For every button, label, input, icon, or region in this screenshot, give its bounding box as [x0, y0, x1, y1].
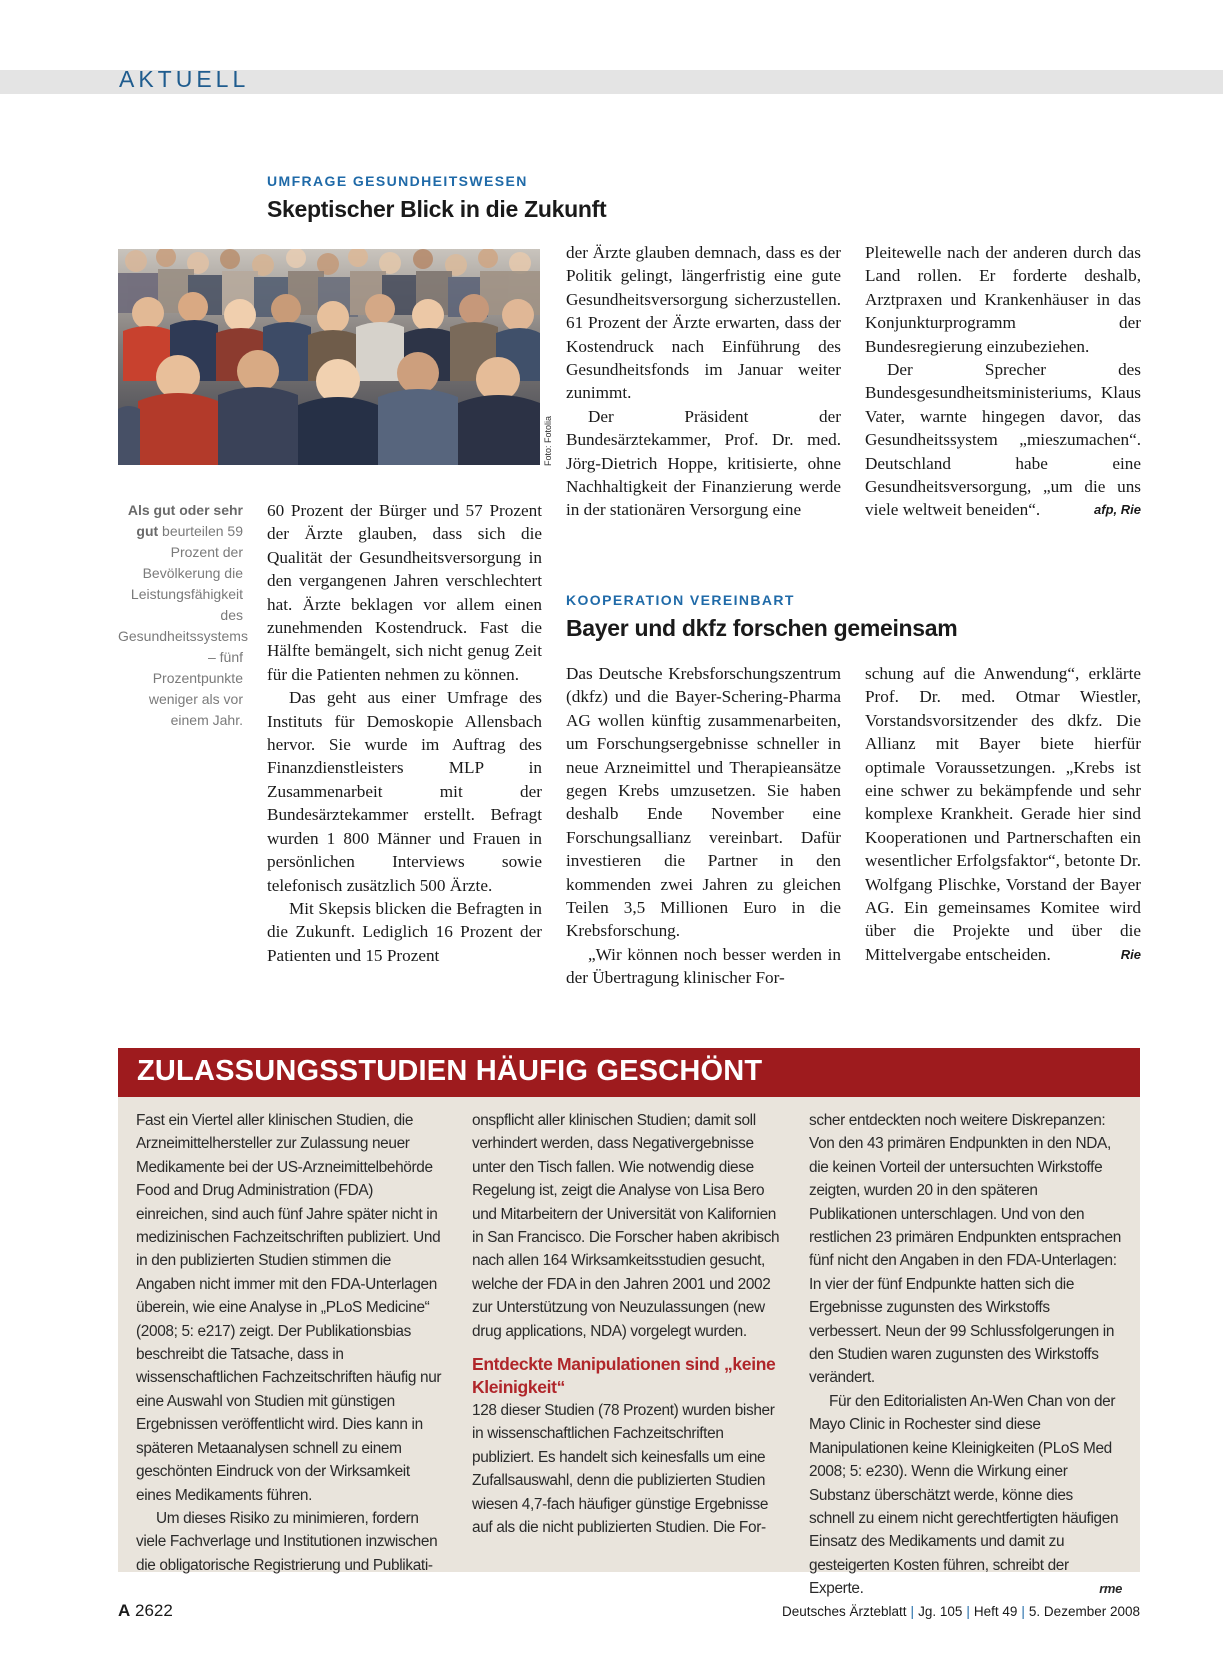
- info-box-paragraph: Um dieses Risiko zu minimieren, fordern viele Fachverlage und Institutionen inzwischen die obligatorische Registrierung und Publikati-: [136, 1509, 438, 1574]
- article1-column-2: [566, 241, 841, 522]
- info-box-paragraph: scher entdeckten noch weitere Diskrepanzen: Von den 43 primären Endpunkten in den NDA, die keinen Vorteil der untersuchten Wirkstoffe zeigten, wurden 20 in den späteren Publikationen unterschlagen. Und von den restlichen 23 primären Endpunkten entsprachen fünf nicht den Angaben in den FDA-Unterlagen: In vier der fünf Endpunkte hatten sich die Ergebnisse zugunsten des Wirkstoffs verbessert. Neun der 99 Schlussfolgerungen in den Studien waren zugunsten des Wirkstoffs verändert.: [809, 1112, 1121, 1387]
- article1-paragraph: Das geht aus einer Umfrage des Instituts für Demoskopie Allensbach hervor. Sie wurde im Auftrag des Finanzdienstleisters MLP in Zusammenarbeit mit der Bundesärztekammer erstellt. Befragt wurden 1 800 Männer und Frauen in persönlichen Interviews sowie telefonisch zusätzlich 500 Ärzte.: [267, 688, 542, 895]
- article1-paragraph: Der Präsident der Bundesärztekammer, Prof. Dr. med. Jörg-Dietrich Hoppe, kritisierte, ohne Nachhaltigkeit der Finanzierung werde in der stationären Versorgung eine: [566, 406, 841, 520]
- page-prefix: A: [118, 1601, 131, 1620]
- photo-caption: [118, 500, 248, 731]
- article1-paragraph: Pleitewelle nach der anderen durch das Land rollen. Er forderte deshalb, Arztpraxen und Krankenhäuser in das Konjunkturprogramm der Bundesregierung einzubeziehen.: [865, 243, 1141, 356]
- info-box-paragraph: onspflicht aller klinischen Studien; damit soll verhindert werden, dass Negativergebnisse unter den Tisch fallen. Wie notwendig diese Regelung ist, zeigt die Analyse von Lisa Bero und Mitarbeitern der Universität von Kalifornien in San Francisco. Die Forscher haben akribisch nach allen 164 Wirksamkeitsstudien gesucht, welche der FDA in den Jahren 2001 und 2002 zur Unterstützung von Neuzulassungen (new drug applications, NDA) vorgelegt wurden.: [472, 1112, 780, 1340]
- article1-column-1: [267, 499, 542, 967]
- article1-paragraph: der Ärzte glauben demnach, dass es der Politik gelingt, längerfristig eine gute Gesundheitsversorgung sicherzustellen. 61 Prozent der Ärzte erwarten, dass der Kostendruck nach Einführung des Gesundheitsfonds im Januar weiter zunimmt.: [566, 243, 841, 403]
- crowd-photo-image: [118, 249, 540, 465]
- photo-credit: [541, 415, 555, 466]
- separator: |: [1021, 1604, 1025, 1619]
- article2-column-2: [865, 662, 1141, 966]
- crowd-photo: [118, 249, 540, 465]
- separator: |: [966, 1604, 970, 1619]
- article2-paragraph-text: schung auf die Anwendung“, erklärte Prof. Dr. med. Otmar Wiestler, Vorstandsvorsitzender des dkfz. Die Allianz mit Bayer biete hierfür optimale Voraussetzungen. „Krebs ist eine schwer zu bekämpfende und sehr komplexe Krankheit. Gerade hier sind Kooperationen und Partnerschaften ein wesentlicher Erfolgsfaktor“, betonte Dr. Wolfgang Plischke, Vorstand der Bayer AG. Ein gemeinsames Komitee wird über die Projekte und über die Mittelvergabe entscheiden.: [865, 664, 1141, 964]
- info-box-signature: rme: [1099, 1581, 1122, 1597]
- page-number: [118, 1601, 173, 1621]
- article2-title: Bayer und dkfz forschen gemeinsam: [566, 615, 958, 641]
- info-box-paragraph: 128 dieser Studien (78 Prozent) wurden bisher in wissenschaftlichen Fachzeitschriften publiziert. Es handelt sich keinesfalls um eine Zufallsauswahl, denn die publizierten Studien wiesen 4,7-fach häufiger günstige Ergebnisse auf als die nicht publizierten Studien. Die For-: [472, 1402, 775, 1537]
- journal-name: Deutsches Ärzteblatt: [781, 1604, 907, 1619]
- journal-info: [782, 1604, 1140, 1619]
- article2-column-1: [566, 662, 841, 990]
- info-box-column-2: [472, 1109, 781, 1540]
- article1-paragraph: Mit Skepsis blicken die Befragten in die Zukunft. Lediglich 16 Prozent der Patienten und 15 Prozent: [267, 898, 542, 965]
- photo-credit-text: Foto: Fotolia: [543, 415, 553, 466]
- article1-paragraph: 60 Prozent der Bürger und 57 Prozent der Ärzte glauben, dass sich die Qualität der Gesundheitsversorgung in den vergangenen Jahren verschlechtert hat. Ärzte beklagen vor allem einen zunehmenden Kostendruck. Fast die Hälfte bemängelt, sich nicht genug Zeit für die Patienten nehmen zu können.: [267, 501, 542, 684]
- article1-signature: afp, Rie: [1094, 502, 1141, 518]
- info-box-paragraph: Fast ein Viertel aller klinischen Studien, die Arzneimittelhersteller zur Zulassung neuer Medikamente bei der US-Arzneimittelbehörde Food and Drug Administration (FDA) einreichen, sind auch fünf Jahre später nicht in medizinischen Fachzeitschriften publiziert. Und in den publizierten Studien stimmen die Angaben nicht immer mit den FDA-Unterlagen überein, wie eine Analyse in „PLoS Medicine“ (2008; 5: e217) zeigt. Der Publikationsbias beschreibt die Tatsache, dass in wissenschaftlichen Fachzeitschriften häufig nur eine Auswahl von Studien mit günstigen Ergebnissen veröffentlicht wird. Dies kann in späteren Metaanalysen schnell zu einem geschönten Eindruck von der Wirksamkeit eines Medikaments führen.: [136, 1112, 442, 1504]
- info-box-column-1: [136, 1109, 445, 1577]
- article2-paragraph: [865, 662, 1141, 966]
- separator: |: [910, 1604, 915, 1619]
- info-box-paragraph: [809, 1390, 1122, 1601]
- journal-volume: Jg. 105: [918, 1604, 963, 1619]
- caption-bold: Als gut oder sehr gut: [127, 502, 243, 539]
- article1-column-3: [865, 241, 1141, 522]
- section-label: AKTUELL: [119, 66, 250, 92]
- article1-title: Skeptischer Blick in die Zukunft: [267, 196, 607, 222]
- journal-issue: Heft 49: [973, 1604, 1018, 1619]
- info-box-subhead: Entdeckte Manipulationen sind „keine Kleinigkeit“: [472, 1354, 776, 1398]
- caption-text: beurteilen 59 Prozent der Bevölkerung die Leistungsfähigkeit des Gesundheitssystems – fünf Prozentpunkte weniger als vor einem Jahr.: [118, 523, 248, 728]
- info-box-column-3: [809, 1109, 1122, 1601]
- article2-paragraph: Das Deutsche Krebsforschungszentrum (dkfz) und die Bayer-Schering-Pharma AG wollen künftig zusammenarbeiten, um Forschungsergebnisse schneller in neue Arzneimittel und Therapieansätze gegen Krebs umzusetzen. Sie haben deshalb Ende November eine Forschungsallianz vereinbart. Dafür investieren die Partner in den kommenden zwei Jahren zu gleichen Teilen 3,5 Millionen Euro in die Krebsforschung.: [566, 664, 841, 941]
- info-box-title: ZULASSUNGSSTUDIEN HÄUFIG GESCHÖNT: [137, 1055, 763, 1087]
- article1-kicker: UMFRAGE GESUNDHEITSWESEN: [267, 173, 528, 189]
- article2-paragraph: „Wir können noch besser werden in der Übertragung klinischer For-: [566, 944, 841, 988]
- article1-paragraph: [865, 358, 1141, 522]
- article1-paragraph-text: Der Sprecher des Bundesgesundheitsministeriums, Klaus Vater, warnte hingegen davor, das Gesundheitssystem „mieszumachen“. Deutschland habe eine Gesundheitsversorgung, „um die uns viele weltweit beneiden“.: [865, 360, 1141, 520]
- info-box-paragraph-text: Für den Editorialisten An-Wen Chan von der Mayo Clinic in Rochester sind diese Manipulationen keine Kleinigkeiten (PLoS Med 2008; 5: e230). Wenn die Wirkung einer Substanz überschätzt werde, könne dies schnell zu einem nicht gerechtfertigten häufigen Einsatz des Medikaments und damit zu gesteigerten Kosten führen, schreibt der Experte.: [809, 1392, 1119, 1598]
- article2-kicker: KOOPERATION VEREINBART: [566, 592, 795, 608]
- article2-signature: Rie: [1120, 946, 1141, 962]
- page-number-value: 2622: [135, 1601, 173, 1620]
- journal-date: 5. Dezember 2008: [1028, 1604, 1140, 1619]
